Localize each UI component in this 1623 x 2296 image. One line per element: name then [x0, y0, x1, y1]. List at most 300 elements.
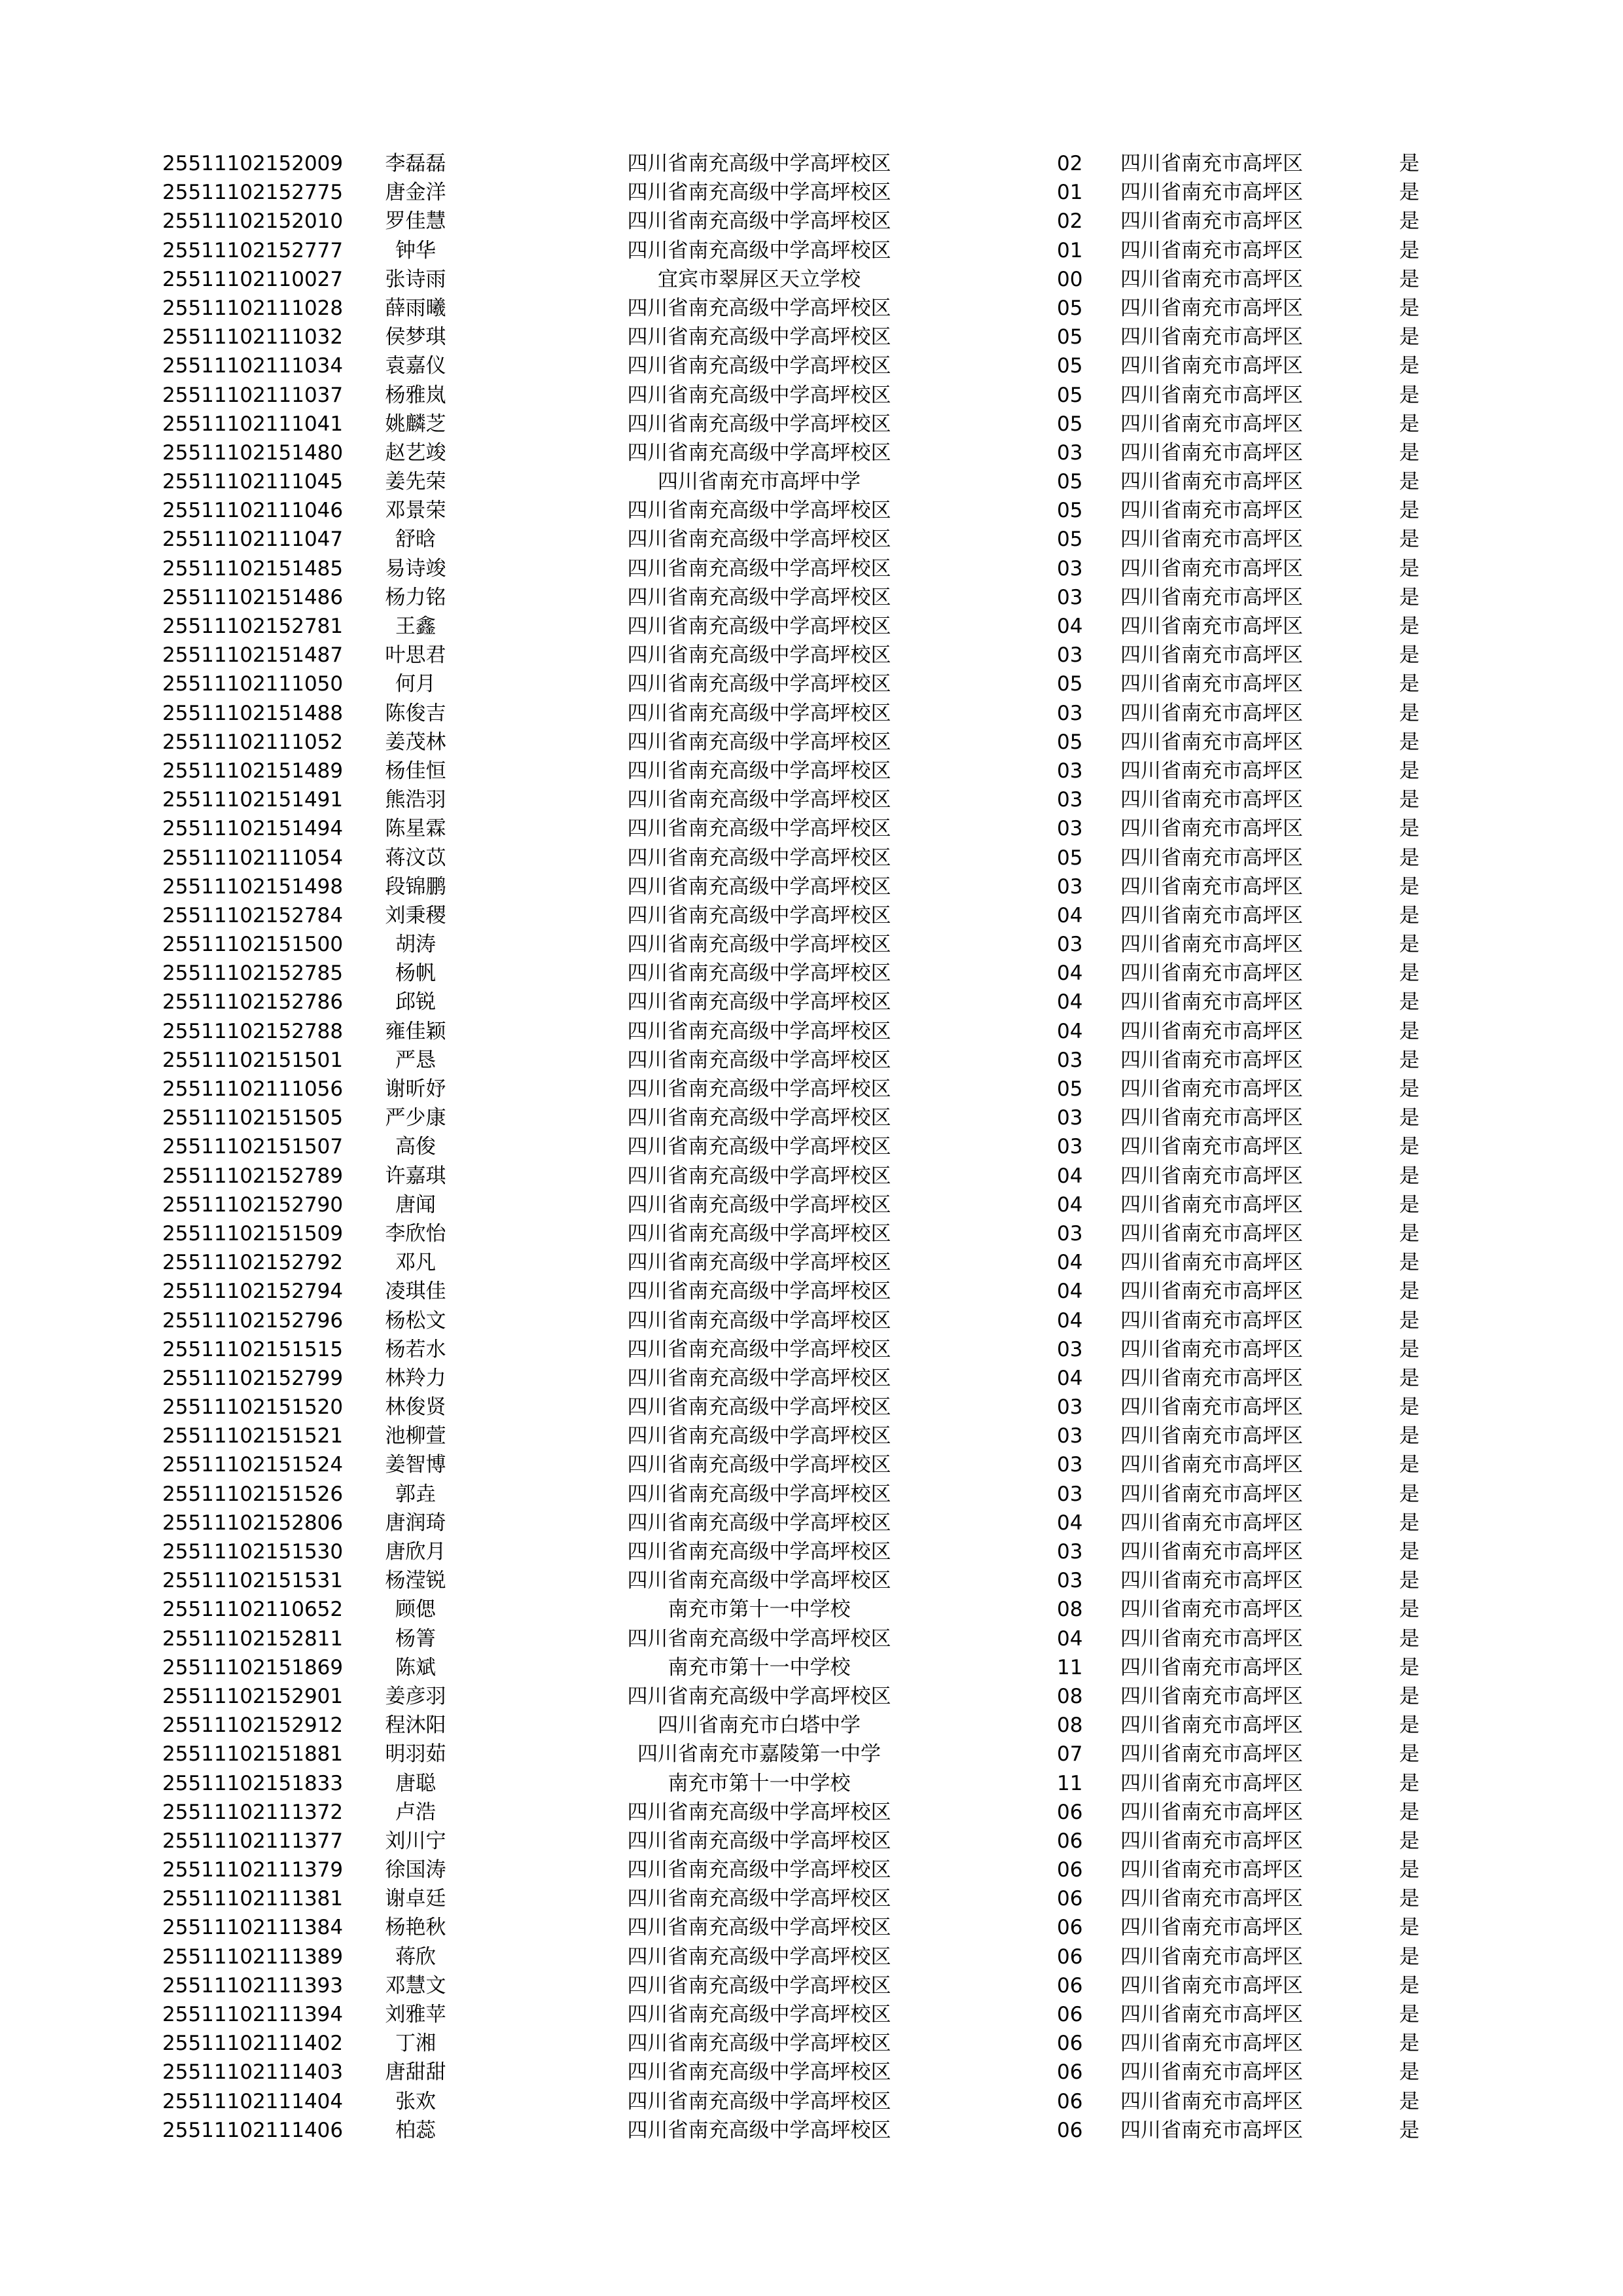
student-name-cell: 林俊贤 [385, 1395, 446, 1420]
exam-number-cell: 25511102111393 [162, 1973, 344, 1998]
exam-number-cell: 25511102111404 [162, 2089, 344, 2113]
student-name-cell: 姜先荣 [385, 470, 446, 494]
table-row [0, 1509, 1623, 1537]
school-name-cell: 四川省南充高级中学高坪校区 [627, 672, 891, 696]
district-cell: 四川省南充市高坪区 [1120, 440, 1303, 465]
exam-number-cell: 25511102152799 [162, 1366, 344, 1390]
table-row [0, 1711, 1623, 1740]
school-name-cell: 四川省南充高级中学高坪校区 [627, 1482, 891, 1506]
class-code-cell: 03 [1057, 1395, 1083, 1420]
school-name-cell: 四川省南充高级中学高坪校区 [627, 1887, 891, 1911]
school-name-cell: 四川省南充高级中学高坪校区 [627, 440, 891, 465]
class-code-cell: 03 [1057, 643, 1083, 668]
district-cell: 四川省南充市高坪区 [1120, 933, 1303, 957]
eligibility-flag-cell: 是 [1399, 1511, 1419, 1535]
school-name-cell: 四川省南充高级中学高坪校区 [627, 817, 891, 841]
class-code-cell: 05 [1057, 325, 1083, 350]
table-row [0, 1335, 1623, 1364]
class-code-cell: 05 [1057, 672, 1083, 696]
exam-number-cell: 25511102111377 [162, 1829, 344, 1853]
table-row [0, 467, 1623, 496]
exam-number-cell: 25511102111054 [162, 846, 344, 870]
table-row [0, 583, 1623, 612]
class-code-cell: 08 [1057, 1598, 1083, 1622]
table-row [0, 1653, 1623, 1682]
district-cell: 四川省南充市高坪区 [1120, 1077, 1303, 1101]
eligibility-flag-cell: 是 [1399, 2089, 1419, 2113]
eligibility-flag-cell: 是 [1399, 1916, 1419, 1940]
exam-number-cell: 25511102151500 [162, 933, 344, 957]
table-row [0, 2058, 1623, 2087]
exam-number-cell: 25511102151881 [162, 1742, 344, 1767]
eligibility-flag-cell: 是 [1399, 181, 1419, 205]
student-name-cell: 卢浩 [395, 1800, 436, 1824]
student-name-cell: 刘川宁 [385, 1829, 446, 1853]
table-row [0, 1480, 1623, 1509]
exam-number-cell: 25511102111056 [162, 1077, 344, 1101]
class-code-cell: 03 [1057, 1221, 1083, 1246]
table-row [0, 178, 1623, 207]
school-name-cell: 四川省南充高级中学高坪校区 [627, 701, 891, 725]
student-name-cell: 唐欣月 [385, 1540, 446, 1564]
table-row [0, 1740, 1623, 1768]
district-cell: 四川省南充市高坪区 [1120, 1858, 1303, 1882]
exam-number-cell: 25511102151491 [162, 788, 344, 812]
eligibility-flag-cell: 是 [1399, 903, 1419, 927]
school-name-cell: 四川省南充高级中学高坪校区 [627, 1135, 891, 1159]
table-row [0, 265, 1623, 294]
district-cell: 四川省南充市高坪区 [1120, 1164, 1303, 1188]
student-name-cell: 赵艺竣 [385, 440, 446, 465]
student-name-cell: 杨松文 [385, 1308, 446, 1333]
class-code-cell: 05 [1057, 1077, 1083, 1101]
exam-number-cell: 25511102111372 [162, 1800, 344, 1824]
student-name-cell: 池柳萱 [385, 1424, 446, 1448]
district-cell: 四川省南充市高坪区 [1120, 817, 1303, 841]
exam-number-cell: 25511102151501 [162, 1048, 344, 1072]
class-code-cell: 07 [1057, 1742, 1083, 1767]
class-code-cell: 06 [1057, 1800, 1083, 1824]
table-row [0, 1422, 1623, 1450]
school-name-cell: 四川省南充高级中学高坪校区 [627, 1973, 891, 1998]
eligibility-flag-cell: 是 [1399, 354, 1419, 378]
eligibility-flag-cell: 是 [1399, 152, 1419, 175]
student-name-cell: 凌琪佳 [385, 1280, 446, 1304]
exam-number-cell: 25511102151488 [162, 701, 344, 725]
exam-number-cell: 25511102151505 [162, 1106, 344, 1130]
class-code-cell: 01 [1057, 181, 1083, 205]
student-name-cell: 严恳 [395, 1048, 436, 1072]
eligibility-flag-cell: 是 [1399, 874, 1419, 899]
district-cell: 四川省南充市高坪区 [1120, 672, 1303, 696]
exam-number-cell: 25511102111041 [162, 412, 344, 436]
district-cell: 四川省南充市高坪区 [1120, 874, 1303, 899]
district-cell: 四川省南充市高坪区 [1120, 1569, 1303, 1593]
class-code-cell: 04 [1057, 961, 1083, 986]
school-name-cell: 南充市第十一中学校 [668, 1655, 851, 1679]
district-cell: 四川省南充市高坪区 [1120, 1395, 1303, 1420]
table-row [0, 1856, 1623, 1884]
class-code-cell: 06 [1057, 1973, 1083, 1998]
exam-number-cell: 25511102111028 [162, 296, 344, 320]
district-cell: 四川省南充市高坪区 [1120, 961, 1303, 986]
district-cell: 四川省南充市高坪区 [1120, 499, 1303, 523]
district-cell: 四川省南充市高坪区 [1120, 701, 1303, 725]
school-name-cell: 四川省南充高级中学高坪校区 [627, 1308, 891, 1333]
eligibility-flag-cell: 是 [1399, 1829, 1419, 1853]
exam-number-cell: 25511102152010 [162, 209, 344, 234]
table-row [0, 1364, 1623, 1393]
district-cell: 四川省南充市高坪区 [1120, 238, 1303, 262]
exam-number-cell: 25511102151869 [162, 1655, 344, 1679]
table-row [0, 294, 1623, 323]
district-cell: 四川省南充市高坪区 [1120, 2003, 1303, 2026]
exam-number-cell: 25511102111052 [162, 730, 344, 754]
district-cell: 四川省南充市高坪区 [1120, 2089, 1303, 2113]
class-code-cell: 02 [1057, 209, 1083, 234]
student-name-cell: 蒋汶苡 [385, 846, 446, 870]
eligibility-flag-cell: 是 [1399, 759, 1419, 783]
district-cell: 四川省南充市高坪区 [1120, 2032, 1303, 2056]
school-name-cell: 四川省南充高级中学高坪校区 [627, 759, 891, 783]
table-row [0, 785, 1623, 814]
table-row [0, 1393, 1623, 1422]
eligibility-flag-cell: 是 [1399, 933, 1419, 957]
student-name-cell: 杨滢锐 [385, 1569, 446, 1593]
class-code-cell: 04 [1057, 1626, 1083, 1651]
table-row [0, 901, 1623, 930]
exam-number-cell: 25511102152775 [162, 181, 344, 205]
student-name-cell: 刘雅苹 [385, 2003, 446, 2026]
eligibility-flag-cell: 是 [1399, 556, 1419, 581]
school-name-cell: 四川省南充高级中学高坪校区 [627, 1164, 891, 1188]
school-name-cell: 四川省南充高级中学高坪校区 [627, 152, 891, 175]
school-name-cell: 四川省南充高级中学高坪校区 [627, 961, 891, 986]
eligibility-flag-cell: 是 [1399, 209, 1419, 234]
table-row [0, 1624, 1623, 1653]
class-code-cell: 03 [1057, 1569, 1083, 1593]
class-code-cell: 06 [1057, 1916, 1083, 1940]
exam-number-cell: 25511102152811 [162, 1626, 344, 1651]
eligibility-flag-cell: 是 [1399, 499, 1419, 523]
exam-number-cell: 25511102111381 [162, 1887, 344, 1911]
school-name-cell: 南充市第十一中学校 [668, 1771, 851, 1795]
student-name-cell: 唐聪 [395, 1771, 436, 1795]
eligibility-flag-cell: 是 [1399, 730, 1419, 754]
school-name-cell: 四川省南充高级中学高坪校区 [627, 181, 891, 205]
class-code-cell: 04 [1057, 1164, 1083, 1188]
district-cell: 四川省南充市高坪区 [1120, 383, 1303, 407]
student-name-cell: 段锦鹏 [385, 874, 446, 899]
district-cell: 四川省南充市高坪区 [1120, 990, 1303, 1014]
table-row [0, 1827, 1623, 1856]
table-row [0, 439, 1623, 467]
table-row [0, 1219, 1623, 1248]
class-code-cell: 05 [1057, 730, 1083, 754]
student-name-cell: 叶思君 [385, 643, 446, 668]
school-name-cell: 四川省南充高级中学高坪校区 [627, 1106, 891, 1130]
student-name-cell: 陈斌 [395, 1655, 436, 1679]
exam-number-cell: 25511102151486 [162, 585, 344, 609]
student-name-cell: 张欢 [395, 2089, 436, 2113]
class-code-cell: 02 [1057, 152, 1083, 175]
district-cell: 四川省南充市高坪区 [1120, 1598, 1303, 1622]
class-code-cell: 03 [1057, 874, 1083, 899]
district-cell: 四川省南充市高坪区 [1120, 730, 1303, 754]
class-code-cell: 04 [1057, 903, 1083, 927]
school-name-cell: 四川省南充高级中学高坪校区 [627, 1424, 891, 1448]
school-name-cell: 四川省南充高级中学高坪校区 [627, 585, 891, 609]
exam-number-cell: 25511102111047 [162, 528, 344, 552]
district-cell: 四川省南充市高坪区 [1120, 1771, 1303, 1795]
class-code-cell: 04 [1057, 990, 1083, 1014]
student-name-cell: 王鑫 [395, 615, 436, 638]
table-row [0, 930, 1623, 959]
district-cell: 四川省南充市高坪区 [1120, 267, 1303, 291]
eligibility-flag-cell: 是 [1399, 1048, 1419, 1072]
exam-number-cell: 25511102151526 [162, 1482, 344, 1506]
student-name-cell: 杨帆 [395, 961, 436, 986]
school-name-cell: 四川省南充高级中学高坪校区 [627, 1626, 891, 1651]
school-name-cell: 四川省南充高级中学高坪校区 [627, 296, 891, 320]
eligibility-flag-cell: 是 [1399, 325, 1419, 350]
exam-number-cell: 25511102152790 [162, 1193, 344, 1217]
eligibility-flag-cell: 是 [1399, 817, 1419, 841]
eligibility-flag-cell: 是 [1399, 1366, 1419, 1390]
table-row [0, 670, 1623, 698]
table-row [0, 323, 1623, 351]
exam-number-cell: 25511102151487 [162, 643, 344, 668]
district-cell: 四川省南充市高坪区 [1120, 1019, 1303, 1043]
student-name-cell: 姜茂林 [385, 730, 446, 754]
exam-number-cell: 25511102152912 [162, 1713, 344, 1738]
table-row [0, 207, 1623, 236]
class-code-cell: 04 [1057, 1511, 1083, 1535]
eligibility-flag-cell: 是 [1399, 1453, 1419, 1477]
school-name-cell: 四川省南充高级中学高坪校区 [627, 1569, 891, 1593]
table-row [0, 757, 1623, 785]
student-name-cell: 谢昕妤 [385, 1077, 446, 1101]
school-name-cell: 四川省南充高级中学高坪校区 [627, 1366, 891, 1390]
class-code-cell: 03 [1057, 1482, 1083, 1506]
district-cell: 四川省南充市高坪区 [1120, 152, 1303, 175]
school-name-cell: 四川省南充高级中学高坪校区 [627, 1077, 891, 1101]
class-code-cell: 06 [1057, 2003, 1083, 2026]
eligibility-flag-cell: 是 [1399, 1221, 1419, 1246]
class-code-cell: 04 [1057, 615, 1083, 638]
table-row [0, 1798, 1623, 1827]
district-cell: 四川省南充市高坪区 [1120, 1945, 1303, 1969]
school-name-cell: 四川省南充高级中学高坪校区 [627, 2032, 891, 2056]
table-row [0, 1075, 1623, 1103]
district-cell: 四川省南充市高坪区 [1120, 643, 1303, 668]
exam-number-cell: 25511102152788 [162, 1019, 344, 1043]
eligibility-flag-cell: 是 [1399, 1077, 1419, 1101]
school-name-cell: 四川省南充高级中学高坪校区 [627, 1511, 891, 1535]
student-name-cell: 李欣怡 [385, 1221, 446, 1246]
class-code-cell: 05 [1057, 354, 1083, 378]
eligibility-flag-cell: 是 [1399, 1973, 1419, 1998]
class-code-cell: 04 [1057, 1251, 1083, 1275]
school-name-cell: 四川省南充高级中学高坪校区 [627, 1019, 891, 1043]
district-cell: 四川省南充市高坪区 [1120, 1424, 1303, 1448]
district-cell: 四川省南充市高坪区 [1120, 788, 1303, 812]
school-name-cell: 四川省南充高级中学高坪校区 [627, 1395, 891, 1420]
eligibility-flag-cell: 是 [1399, 2003, 1419, 2026]
school-name-cell: 四川省南充高级中学高坪校区 [627, 354, 891, 378]
table-row [0, 1595, 1623, 1624]
eligibility-flag-cell: 是 [1399, 1887, 1419, 1911]
table-row [0, 1017, 1623, 1046]
eligibility-flag-cell: 是 [1399, 585, 1419, 609]
school-name-cell: 四川省南充高级中学高坪校区 [627, 1251, 891, 1275]
table-row [0, 1277, 1623, 1306]
student-name-cell: 杨艳秋 [385, 1916, 446, 1940]
district-cell: 四川省南充市高坪区 [1120, 615, 1303, 638]
school-name-cell: 四川省南充高级中学高坪校区 [627, 846, 891, 870]
school-name-cell: 四川省南充高级中学高坪校区 [627, 1337, 891, 1361]
eligibility-flag-cell: 是 [1399, 383, 1419, 407]
table-row [0, 1248, 1623, 1277]
district-cell: 四川省南充市高坪区 [1120, 1193, 1303, 1217]
student-name-cell: 唐润琦 [385, 1511, 446, 1535]
eligibility-flag-cell: 是 [1399, 1019, 1419, 1043]
student-name-cell: 薛雨曦 [385, 296, 446, 320]
table-row [0, 1943, 1623, 1971]
district-cell: 四川省南充市高坪区 [1120, 412, 1303, 436]
student-name-cell: 唐甜甜 [385, 2060, 446, 2085]
table-row [0, 1682, 1623, 1711]
class-code-cell: 05 [1057, 470, 1083, 494]
school-name-cell: 四川省南充高级中学高坪校区 [627, 990, 891, 1014]
school-name-cell: 四川省南充高级中学高坪校区 [627, 2003, 891, 2026]
district-cell: 四川省南充市高坪区 [1120, 1684, 1303, 1708]
school-name-cell: 四川省南充高级中学高坪校区 [627, 788, 891, 812]
class-code-cell: 04 [1057, 1308, 1083, 1333]
student-name-cell: 邓凡 [395, 1251, 436, 1275]
eligibility-flag-cell: 是 [1399, 296, 1419, 320]
district-cell: 四川省南充市高坪区 [1120, 1135, 1303, 1159]
student-name-cell: 杨箐 [395, 1626, 436, 1651]
school-name-cell: 四川省南充高级中学高坪校区 [627, 2118, 891, 2142]
table-row [0, 612, 1623, 641]
district-cell: 四川省南充市高坪区 [1120, 903, 1303, 927]
eligibility-flag-cell: 是 [1399, 238, 1419, 262]
student-name-cell: 雍佳颖 [385, 1019, 446, 1043]
exam-number-cell: 25511102152784 [162, 903, 344, 927]
school-name-cell: 四川省南充高级中学高坪校区 [627, 903, 891, 927]
exam-number-cell: 25511102151531 [162, 1569, 344, 1593]
class-code-cell: 06 [1057, 2060, 1083, 2085]
table-row [0, 1971, 1623, 2000]
table-row [0, 1132, 1623, 1161]
district-cell: 四川省南充市高坪区 [1120, 325, 1303, 350]
school-name-cell: 四川省南充高级中学高坪校区 [627, 1684, 891, 1708]
class-code-cell: 04 [1057, 1366, 1083, 1390]
district-cell: 四川省南充市高坪区 [1120, 759, 1303, 783]
class-code-cell: 05 [1057, 499, 1083, 523]
school-name-cell: 四川省南充高级中学高坪校区 [627, 238, 891, 262]
class-code-cell: 03 [1057, 1337, 1083, 1361]
table-row [0, 1191, 1623, 1219]
school-name-cell: 四川省南充高级中学高坪校区 [627, 1193, 891, 1217]
student-name-cell: 杨若水 [385, 1337, 446, 1361]
school-name-cell: 四川省南充高级中学高坪校区 [627, 412, 891, 436]
eligibility-flag-cell: 是 [1399, 1569, 1419, 1593]
eligibility-flag-cell: 是 [1399, 1655, 1419, 1679]
eligibility-flag-cell: 是 [1399, 1540, 1419, 1564]
table-row [0, 844, 1623, 872]
student-name-cell: 邓景荣 [385, 499, 446, 523]
district-cell: 四川省南充市高坪区 [1120, 2060, 1303, 2085]
exam-number-cell: 25511102151485 [162, 556, 344, 581]
class-code-cell: 08 [1057, 1713, 1083, 1738]
student-name-cell: 杨佳恒 [385, 759, 446, 783]
exam-number-cell: 25511102111406 [162, 2118, 344, 2142]
exam-number-cell: 25511102152789 [162, 1164, 344, 1188]
school-name-cell: 四川省南充高级中学高坪校区 [627, 1280, 891, 1304]
student-name-cell: 姚麟芝 [385, 412, 446, 436]
district-cell: 四川省南充市高坪区 [1120, 1221, 1303, 1246]
eligibility-flag-cell: 是 [1399, 1251, 1419, 1275]
table-row [0, 2029, 1623, 2058]
district-cell: 四川省南充市高坪区 [1120, 1337, 1303, 1361]
class-code-cell: 03 [1057, 1048, 1083, 1072]
table-row [0, 1450, 1623, 1479]
exam-number-cell: 25511102111037 [162, 383, 344, 407]
exam-number-cell: 25511102111394 [162, 2003, 344, 2026]
exam-number-cell: 25511102111034 [162, 354, 344, 378]
table-row [0, 1306, 1623, 1335]
school-name-cell: 四川省南充市嘉陵第一中学 [637, 1742, 881, 1767]
table-row [0, 351, 1623, 380]
table-row [0, 1884, 1623, 1913]
class-code-cell: 03 [1057, 1453, 1083, 1477]
student-name-cell: 严少康 [385, 1106, 446, 1130]
class-code-cell: 05 [1057, 383, 1083, 407]
exam-number-cell: 25511102151524 [162, 1453, 344, 1477]
district-cell: 四川省南充市高坪区 [1120, 181, 1303, 205]
class-code-cell: 06 [1057, 2118, 1083, 2142]
student-name-cell: 高俊 [395, 1135, 436, 1159]
class-code-cell: 03 [1057, 817, 1083, 841]
student-name-cell: 钟华 [395, 238, 436, 262]
eligibility-flag-cell: 是 [1399, 1684, 1419, 1708]
student-name-cell: 陈星霖 [385, 817, 446, 841]
exam-number-cell: 25511102151494 [162, 817, 344, 841]
district-cell: 四川省南充市高坪区 [1120, 1280, 1303, 1304]
eligibility-flag-cell: 是 [1399, 1106, 1419, 1130]
student-name-cell: 唐金洋 [385, 181, 446, 205]
exam-number-cell: 25511102152796 [162, 1308, 344, 1333]
eligibility-flag-cell: 是 [1399, 990, 1419, 1014]
student-name-cell: 侯梦琪 [385, 325, 446, 350]
student-name-cell: 邓慧文 [385, 1973, 446, 1998]
eligibility-flag-cell: 是 [1399, 1135, 1419, 1159]
exam-number-cell: 25511102152806 [162, 1511, 344, 1535]
student-name-cell: 刘秉稷 [385, 903, 446, 927]
district-cell: 四川省南充市高坪区 [1120, 354, 1303, 378]
school-name-cell: 四川省南充高级中学高坪校区 [627, 2060, 891, 2085]
table-row [0, 554, 1623, 583]
district-cell: 四川省南充市高坪区 [1120, 1453, 1303, 1477]
student-name-cell: 罗佳慧 [385, 209, 446, 234]
eligibility-flag-cell: 是 [1399, 1713, 1419, 1738]
class-code-cell: 06 [1057, 2089, 1083, 2113]
eligibility-flag-cell: 是 [1399, 2118, 1419, 2142]
exam-number-cell: 25511102152781 [162, 615, 344, 638]
district-cell: 四川省南充市高坪区 [1120, 1916, 1303, 1940]
